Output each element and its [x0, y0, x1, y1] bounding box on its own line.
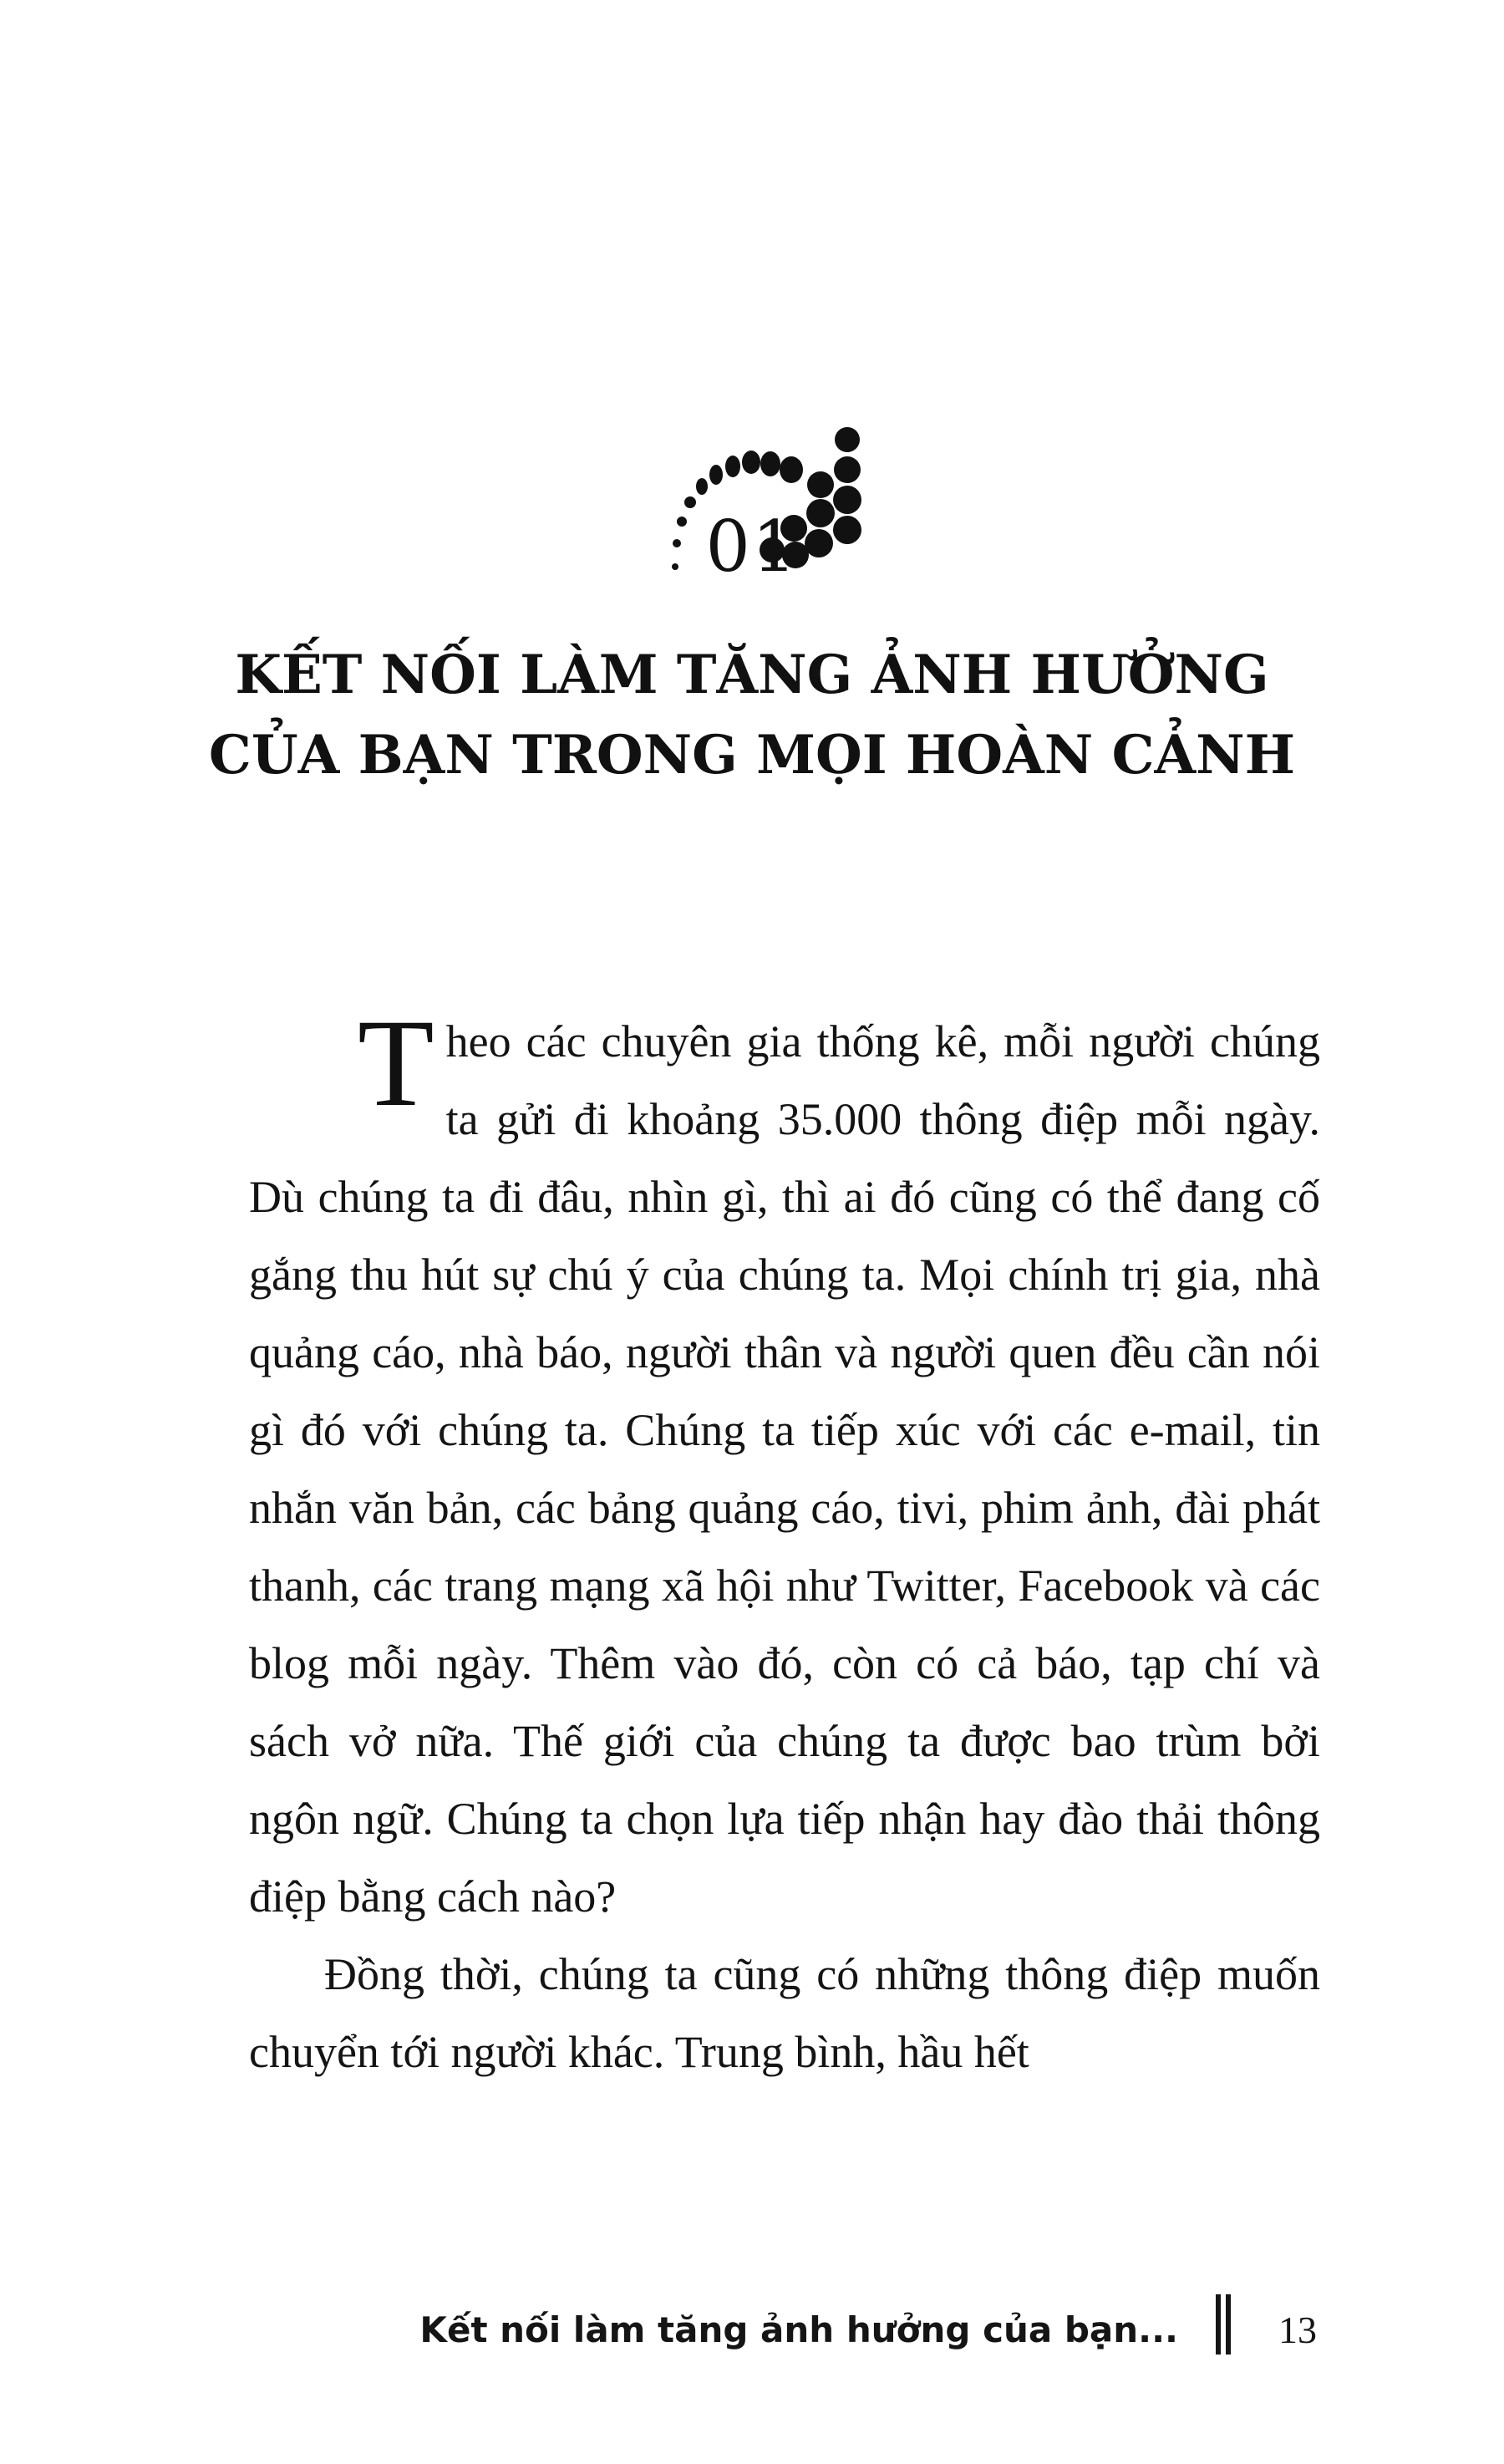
- paragraph-1: [249, 994, 1320, 1936]
- drop-cap: T: [358, 994, 434, 1133]
- footer-divider: [1226, 2294, 1231, 2355]
- chapter-number: 01: [705, 506, 799, 588]
- body-text: [249, 994, 1320, 2091]
- ornament-dot: [807, 471, 834, 498]
- ornament-dot: [709, 465, 723, 485]
- chapter-title-line-2: CỦA BẠN TRONG MỌI HOÀN CẢNH: [208, 724, 1296, 787]
- chapter-title-line-1: KẾT NỐI LÀM TĂNG ẢNH HƯỞNG: [235, 644, 1269, 706]
- paragraph-2: Đồng thời, chúng ta cũng có những thông điệp muốn chuyển tới người khác. Trung bình, hầu hết: [249, 1949, 1320, 2077]
- page-number: 13: [1278, 2309, 1317, 2351]
- running-title: Kết nối làm tăng ảnh hưởng của bạn...: [419, 2309, 1178, 2350]
- chapter-title: [167, 635, 1337, 796]
- ornament-dot: [834, 456, 861, 483]
- ornament-dot: [673, 539, 681, 547]
- ornament-dot: [760, 451, 780, 476]
- ornament-dot: [672, 563, 678, 570]
- ornament-dot: [696, 478, 708, 495]
- ornament-dot: [725, 456, 740, 477]
- ornament-dot: [742, 451, 760, 474]
- ornament-dot: [780, 456, 803, 483]
- ornament-dot: [684, 496, 696, 508]
- paragraph-1-text: heo các chuyên gia thống kê, mỗi người chúng ta gửi đi khoảng 35.000 thông điệp mỗi ngày. Dù chúng ta đi đâu, nhìn gì, thì ai đó cũng có thể đang cố gắng thu hút sự chú ý của chúng ta. Mọi chính trị gia, nhà quảng cáo, nhà báo, người thân và người quen đều cần nói gì đó với chúng ta. Chúng ta tiếp xúc với các e-mail, tin nhắn văn bản, các bảng quảng cáo, tivi, phim ảnh, đài phát thanh, các trang mạng xã hội như Twitter, Facebook và các blog mỗi ngày. Thêm vào đó, còn có cả báo, tạp chí và sách vở nữa. Thế giới của chúng ta được bao trùm bởi ngôn ngữ. Chúng ta chọn lựa tiếp nhận hay đào thải thông điệp bằng cách nào?: [249, 1016, 1320, 1922]
- ornament-dot: [835, 427, 860, 452]
- page-footer: [0, 2290, 1504, 2365]
- footer-divider: [1216, 2294, 1221, 2355]
- ornament-dot: [833, 486, 861, 514]
- ornament-dot: [833, 516, 861, 544]
